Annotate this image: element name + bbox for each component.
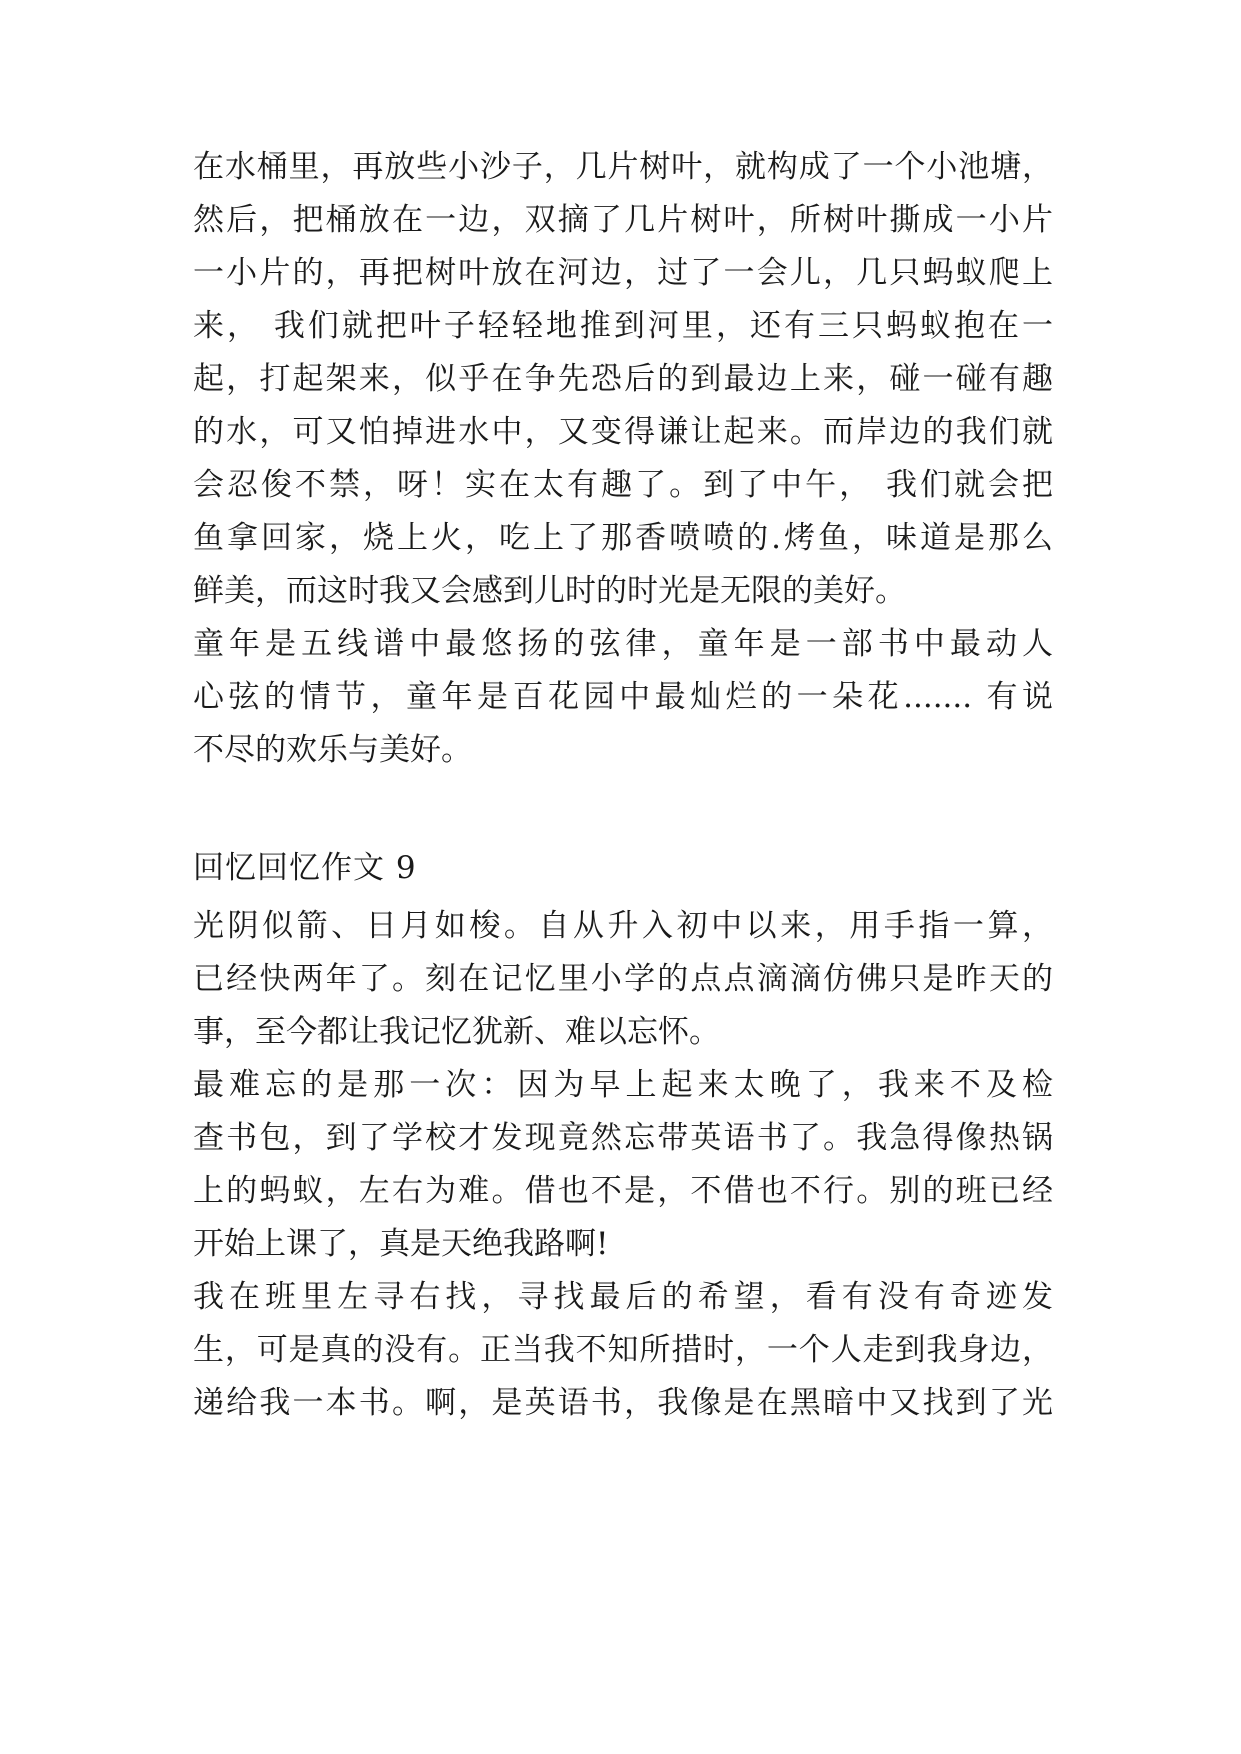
text-line: 递给我一本书。啊，是英语书，我像是在黑暗中又找到了光 [193, 1385, 1053, 1421]
text-line: 来， 我们就把叶子轻轻地推到河里，还有三只蚂蚁抱在一 [193, 308, 1053, 344]
text-line: 在水桶里，再放些小沙子，几片树叶，就构成了一个小池塘， [193, 149, 1053, 185]
text-line: 鱼拿回家，烧上火，吃上了那香喷喷的.烤鱼，味道是那么 [193, 520, 1053, 556]
text-line: 已经快两年了。刻在记忆里小学的点点滴滴仿佛只是昨天的 [193, 961, 1053, 997]
text-line: 生，可是真的没有。正当我不知所措时，一个人走到我身边， [193, 1332, 1053, 1368]
text-line: 鲜美，而这时我又会感到儿时的时光是无限的美好。 [193, 573, 906, 609]
text-line: 然后，把桶放在一边，双摘了几片树叶，所树叶撕成一小片 [193, 202, 1053, 238]
text-line: 我在班里左寻右找，寻找最后的希望，看有没有奇迹发 [193, 1279, 1053, 1315]
text-line: 查书包，到了学校才发现竟然忘带英语书了。我急得像热锅 [193, 1120, 1053, 1156]
text-line: 会忍俊不禁，呀！实在太有趣了。到了中午， 我们就会把 [193, 467, 1053, 503]
text-line: 的水，可又怕掉进水中，又变得谦让起来。而岸边的我们就 [193, 414, 1053, 450]
text-line: 起，打起架来，似乎在争先恐后的到最边上来，碰一碰有趣 [193, 361, 1053, 397]
text-line: 上的蚂蚁，左右为难。借也不是，不借也不行。别的班已经 [193, 1173, 1053, 1209]
text-line: 开始上课了，真是天绝我路啊! [193, 1226, 609, 1262]
text-line: 事，至今都让我记忆犹新、难以忘怀。 [193, 1014, 720, 1050]
section-title: 回忆回忆作文 9 [193, 850, 417, 886]
text-line: 一小片的，再把树叶放在河边，过了一会儿，几只蚂蚁爬上 [193, 255, 1053, 291]
text-line: 最难忘的是那一次：因为早上起来太晚了，我来不及检 [193, 1067, 1053, 1103]
text-line: 心弦的情节，童年是百花园中最灿烂的一朵花....... 有说 [193, 679, 1053, 715]
text-line: 光阴似箭、日月如梭。自从升入初中以来，用手指一算， [193, 908, 1053, 944]
text-line: 童年是五线谱中最悠扬的弦律，童年是一部书中最动人 [193, 626, 1053, 662]
text-line: 不尽的欢乐与美好。 [193, 732, 472, 768]
